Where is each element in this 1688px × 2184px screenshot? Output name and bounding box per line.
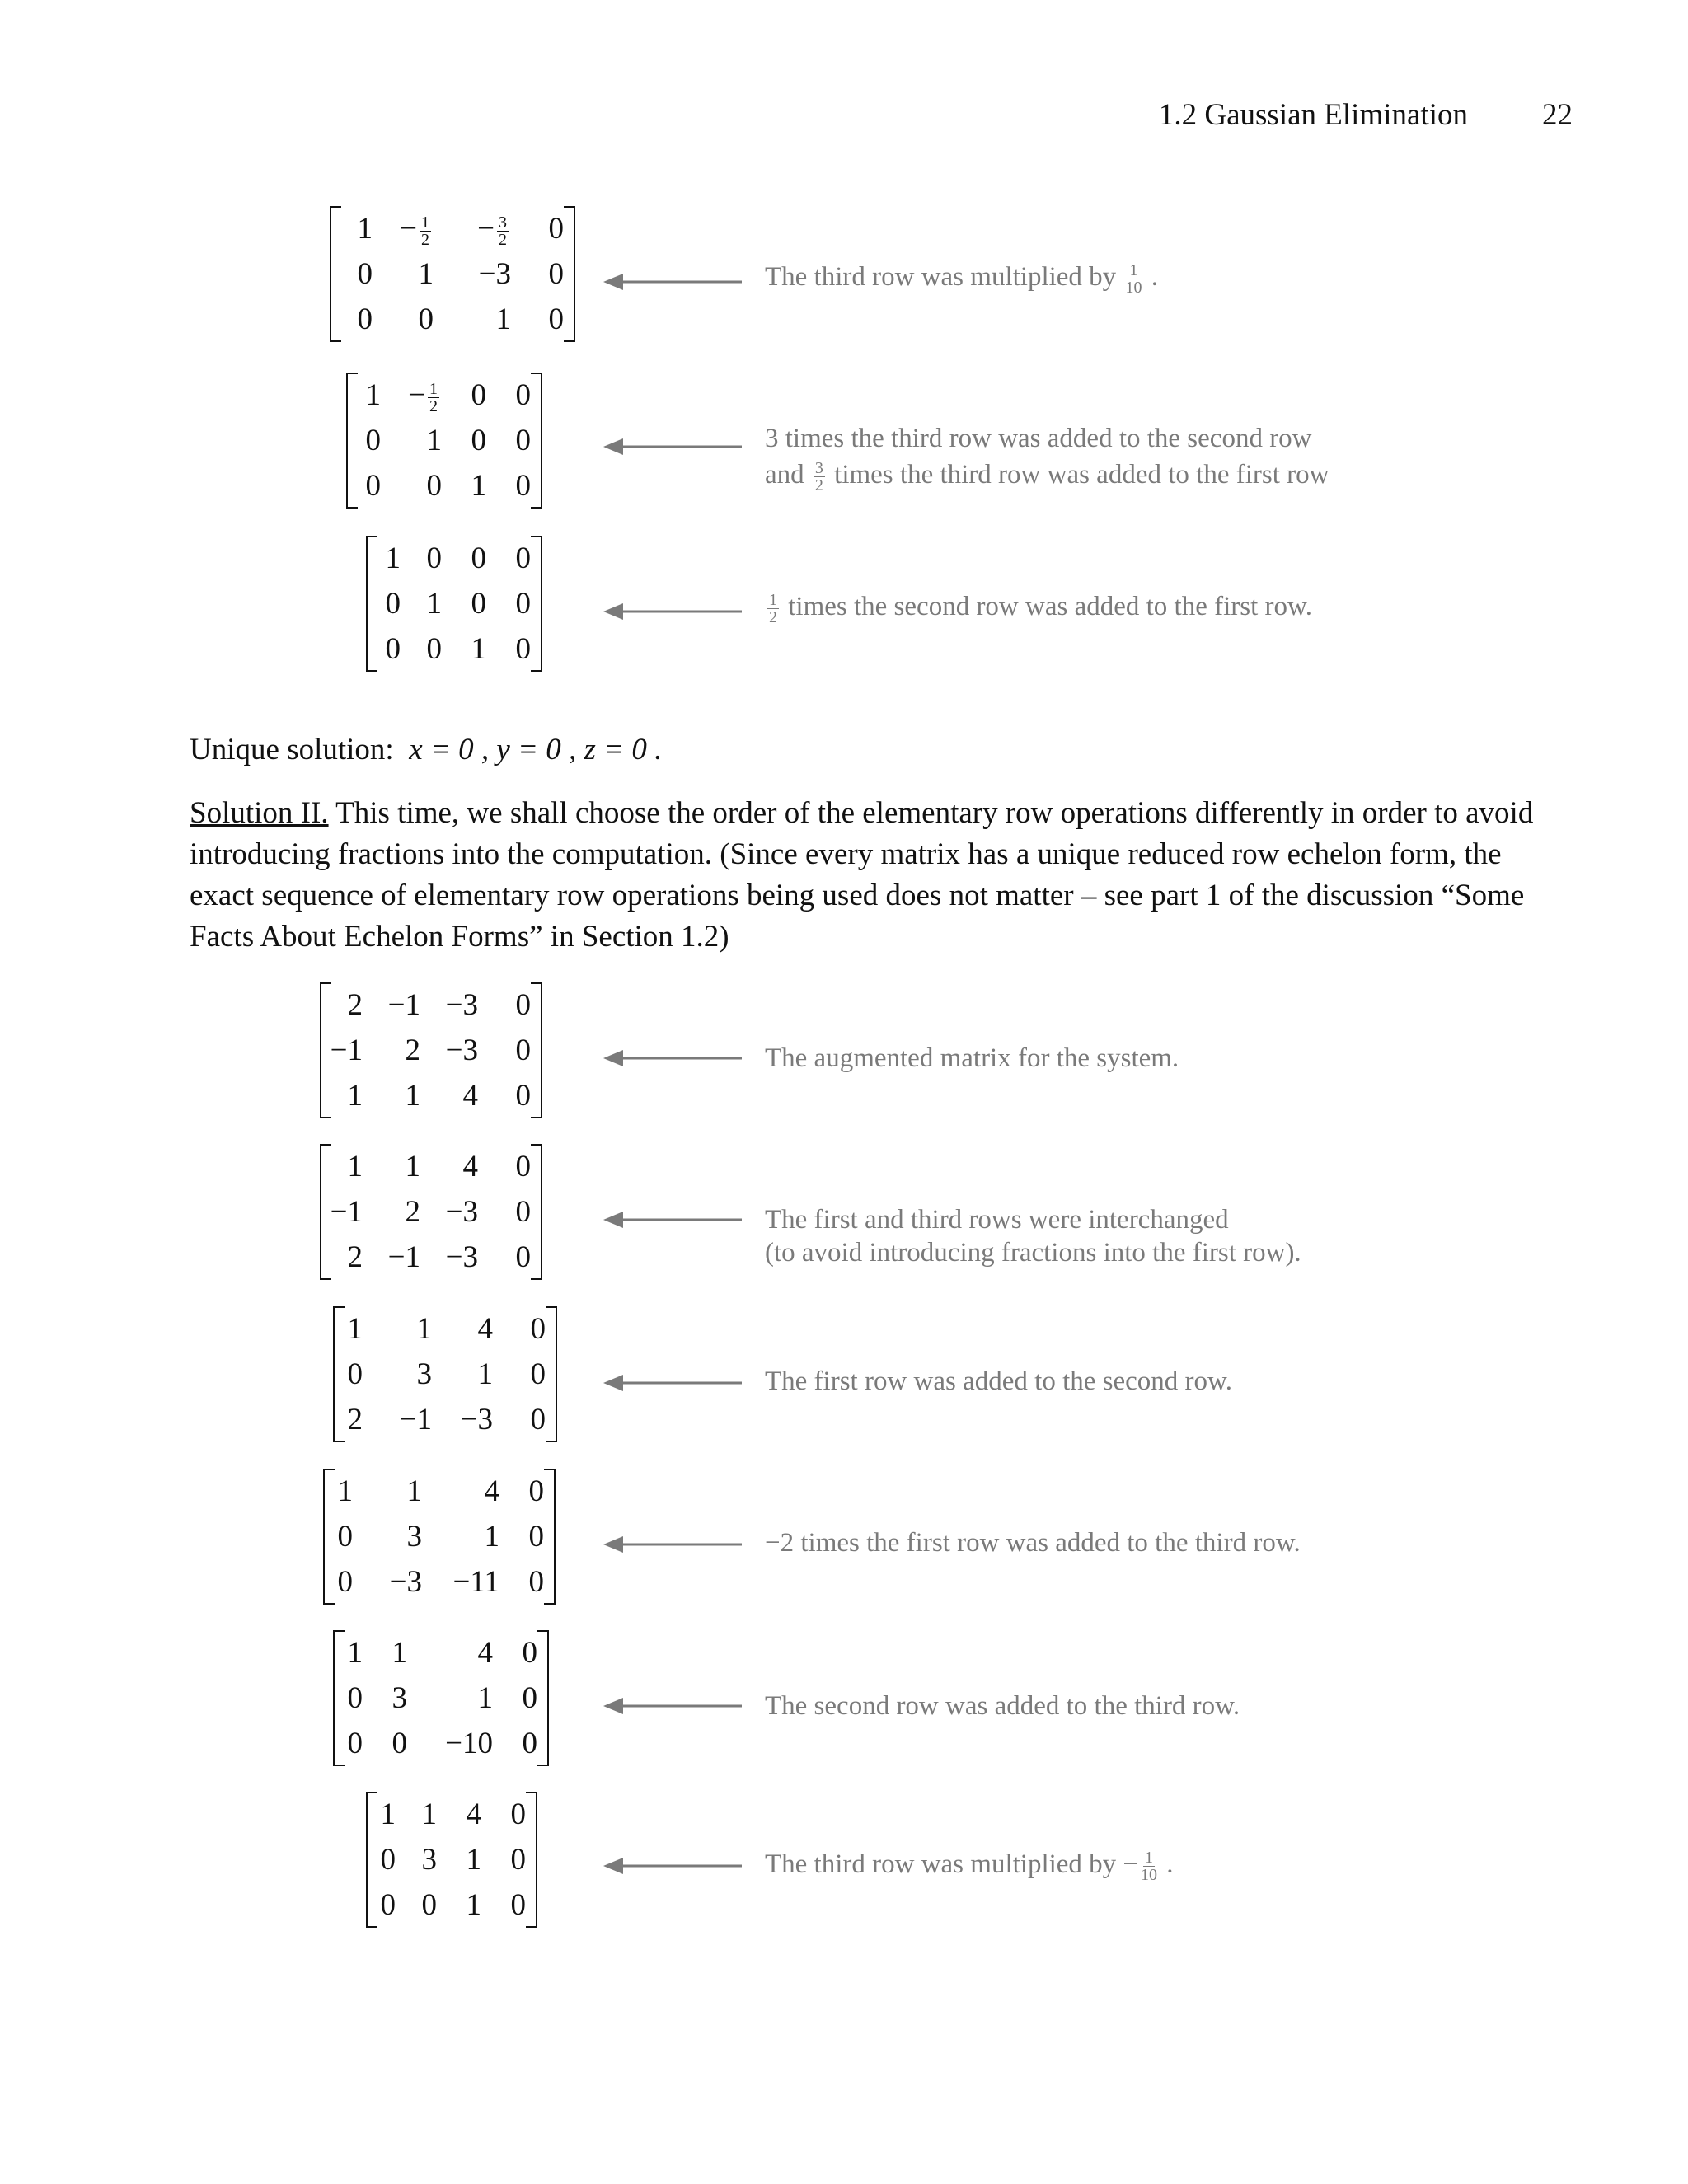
left-arrow-icon	[603, 1690, 743, 1722]
left-arrow-icon	[603, 1042, 743, 1075]
matrix-cell: 0	[510, 1888, 526, 1922]
matrix-cell: 3	[406, 1520, 422, 1554]
page-header	[1159, 97, 1573, 133]
matrix-cell: 0	[530, 1312, 546, 1346]
matrix-cell: 0	[426, 541, 442, 575]
step-note: The third row was multiplied by $\frac{1}{10}$ .	[765, 260, 1158, 297]
matrix-cell: 3	[392, 1681, 407, 1715]
matrix-p1-2	[356, 373, 531, 509]
matrix-cell: 1	[484, 1520, 499, 1554]
matrix-p2-3	[343, 1306, 546, 1442]
matrix-cell: 4	[477, 1636, 493, 1670]
left-bracket	[366, 536, 377, 672]
matrix-cell: 1	[416, 1312, 432, 1346]
left-arrow-icon	[603, 1528, 743, 1561]
matrix-cell: 0	[515, 1150, 531, 1183]
matrix-cell: 0	[347, 1681, 363, 1715]
right-bracket	[546, 1306, 557, 1442]
matrix-cell: 4	[462, 1079, 478, 1113]
step-note: The first row was added to the second row.	[765, 1366, 1232, 1396]
matrix-cell: −3	[478, 257, 511, 291]
right-bracket	[531, 373, 542, 509]
right-bracket	[537, 1630, 549, 1766]
matrix-cell: 0	[522, 1681, 537, 1715]
matrix-cell: 3	[416, 1357, 432, 1391]
solution-ii-text: This time, we shall choose the order of the elementary row operations differently in order to avoid introducing fractions into the computation. (Since every matrix has a unique reduced row echelon form, the exact sequence of elementary row operations being used does not matter – see part 1 of the discussion “Some Facts About Echelon Forms” in Section 1.2)	[190, 796, 1534, 954]
matrix-cell: 0	[347, 1357, 363, 1391]
matrix-cell: 0	[347, 1727, 363, 1760]
left-bracket	[333, 1630, 345, 1766]
matrix-cell: 0	[418, 302, 434, 336]
matrix-cell: 0	[515, 541, 531, 575]
right-bracket	[526, 1792, 537, 1928]
right-bracket	[531, 1144, 542, 1280]
unique-solution: Unique solution: x = 0 , y = 0 , z = 0 .	[190, 733, 663, 766]
matrix-cell: −1	[387, 988, 420, 1022]
matrix-cell: 0	[515, 1079, 531, 1113]
left-bracket	[333, 1306, 345, 1442]
matrix-cell: 0	[530, 1403, 546, 1436]
matrix-p2-2	[330, 1144, 531, 1280]
matrix-cell: 1	[471, 632, 486, 666]
matrix-cell: 1	[421, 1797, 437, 1831]
matrix-cell: −3	[389, 1565, 422, 1599]
matrix-cell: 0	[515, 1195, 531, 1229]
left-arrow-icon	[603, 265, 743, 298]
matrix-cell: 0	[380, 1843, 396, 1877]
matrix-cell: 0	[515, 1033, 531, 1067]
matrix-cell: 1	[392, 1636, 407, 1670]
matrix-cell: −10	[445, 1727, 493, 1760]
matrix-cell: 0	[515, 1240, 531, 1274]
left-bracket	[320, 982, 331, 1118]
left-arrow-icon	[603, 1366, 743, 1399]
left-arrow-icon	[603, 1849, 743, 1882]
matrix-cell: 1	[405, 1079, 420, 1113]
step-note: $\frac{1}{2}$ times the second row was added to the first row.	[769, 590, 1312, 626]
left-bracket	[346, 373, 358, 509]
matrix-cell: −11	[452, 1565, 499, 1599]
matrix-p2-6	[376, 1792, 526, 1928]
matrix-cell: − $\frac{3}{2}$	[477, 212, 507, 250]
step-note: The first and third rows were interchanged (to avoid introducing fractions into the first row).	[765, 1205, 1301, 1268]
matrix-cell: 0	[522, 1636, 537, 1670]
matrix-cell: 0	[426, 632, 442, 666]
page-number: 22	[1542, 98, 1573, 132]
matrix-cell: 1	[347, 1079, 363, 1113]
matrix-cell: 2	[347, 988, 363, 1022]
matrix-cell: 1	[365, 378, 381, 412]
matrix-cell: 0	[421, 1888, 437, 1922]
left-arrow-icon	[603, 1203, 743, 1236]
matrix-cell: 4	[477, 1312, 493, 1346]
matrix-cell: 2	[405, 1033, 420, 1067]
right-bracket	[564, 206, 575, 342]
matrix-cell: 0	[365, 424, 381, 457]
matrix-cell: 1	[380, 1797, 396, 1831]
matrix-cell: 0	[385, 587, 401, 621]
right-bracket	[531, 536, 542, 672]
matrix-cell: 1	[495, 302, 511, 336]
matrix-cell: − $\frac{1}{2}$	[400, 212, 429, 250]
matrix-cell: 0	[528, 1565, 544, 1599]
left-bracket	[330, 206, 341, 342]
matrix-cell: 3	[421, 1843, 437, 1877]
matrix-p1-1	[340, 206, 564, 342]
step-note: −2 times the first row was added to the third row.	[765, 1528, 1301, 1558]
left-bracket	[320, 1144, 331, 1280]
matrix-cell: −3	[445, 988, 478, 1022]
matrix-cell: 1	[426, 424, 442, 457]
matrix-p2-5	[343, 1630, 537, 1766]
matrix-cell: −1	[330, 1195, 363, 1229]
left-bracket	[323, 1469, 335, 1605]
solution-ii-label: Solution II.	[190, 796, 329, 830]
matrix-cell: 1	[357, 212, 373, 246]
matrix-cell: 0	[548, 212, 564, 246]
matrix-cell: 4	[484, 1474, 499, 1508]
matrix-p1-3	[376, 536, 531, 672]
matrix-cell: 0	[471, 378, 486, 412]
matrix-cell: −1	[399, 1403, 432, 1436]
step-note: The third row was multiplied by − $\frac{1}{10}$ .	[765, 1848, 1174, 1884]
right-bracket	[531, 982, 542, 1118]
matrix-cell: 0	[471, 541, 486, 575]
matrix-cell: 4	[462, 1150, 478, 1183]
matrix-cell: 1	[426, 587, 442, 621]
matrix-cell: 4	[466, 1797, 481, 1831]
matrix-cell: 0	[515, 587, 531, 621]
matrix-cell: 0	[522, 1727, 537, 1760]
matrix-cell: 1	[347, 1312, 363, 1346]
matrix-cell: 0	[515, 424, 531, 457]
step-note: 3 times the third row was added to the second row and $\frac{3}{2}$ times the third row was added to the first row	[765, 424, 1329, 494]
matrix-p2-4	[333, 1469, 544, 1605]
matrix-cell: − $\frac{1}{2}$	[408, 378, 438, 416]
matrix-cell: 0	[357, 257, 373, 291]
matrix-cell: 1	[405, 1150, 420, 1183]
matrix-cell: 2	[347, 1403, 363, 1436]
matrix-cell: 0	[385, 632, 401, 666]
matrix-cell: 1	[466, 1843, 481, 1877]
matrix-cell: 0	[380, 1888, 396, 1922]
matrix-cell: 0	[337, 1565, 353, 1599]
solution-ii-paragraph	[190, 793, 1550, 958]
matrix-cell: 2	[347, 1240, 363, 1274]
matrix-cell: 2	[405, 1195, 420, 1229]
matrix-cell: 1	[466, 1888, 481, 1922]
matrix-cell: −1	[387, 1240, 420, 1274]
matrix-cell: 1	[347, 1636, 363, 1670]
matrix-cell: 0	[515, 469, 531, 503]
matrix-cell: 0	[528, 1474, 544, 1508]
matrix-cell: 1	[471, 469, 486, 503]
matrix-cell: 0	[548, 302, 564, 336]
matrix-cell: 0	[471, 424, 486, 457]
left-arrow-icon	[603, 430, 743, 463]
matrix-cell: 0	[510, 1797, 526, 1831]
matrix-cell: 1	[385, 541, 401, 575]
matrix-cell: −3	[460, 1403, 493, 1436]
matrix-cell: −3	[445, 1195, 478, 1229]
right-bracket	[544, 1469, 556, 1605]
matrix-cell: 0	[515, 632, 531, 666]
matrix-cell: 0	[426, 469, 442, 503]
step-note: The augmented matrix for the system.	[765, 1043, 1179, 1073]
matrix-cell: −1	[330, 1033, 363, 1067]
matrix-cell: 0	[365, 469, 381, 503]
matrix-cell: 0	[471, 587, 486, 621]
matrix-cell: 1	[337, 1474, 353, 1508]
matrix-cell: 1	[418, 257, 434, 291]
matrix-cell: 0	[515, 988, 531, 1022]
matrix-cell: 0	[528, 1520, 544, 1554]
matrix-cell: −3	[445, 1240, 478, 1274]
matrix-cell: 1	[477, 1357, 493, 1391]
matrix-cell: 0	[357, 302, 373, 336]
step-note: The second row was added to the third row.	[765, 1691, 1240, 1721]
matrix-p2-1	[330, 982, 531, 1118]
matrix-cell: 0	[515, 378, 531, 412]
matrix-cell: 0	[548, 257, 564, 291]
matrix-cell: 1	[406, 1474, 422, 1508]
left-arrow-icon	[603, 595, 743, 628]
section-title: 1.2 Gaussian Elimination	[1158, 98, 1468, 132]
matrix-cell: −3	[445, 1033, 478, 1067]
matrix-cell: 1	[477, 1681, 493, 1715]
matrix-cell: 0	[392, 1727, 407, 1760]
matrix-cell: 0	[530, 1357, 546, 1391]
left-bracket	[366, 1792, 377, 1928]
matrix-cell: 0	[337, 1520, 353, 1554]
matrix-cell: 1	[347, 1150, 363, 1183]
matrix-cell: 0	[510, 1843, 526, 1877]
